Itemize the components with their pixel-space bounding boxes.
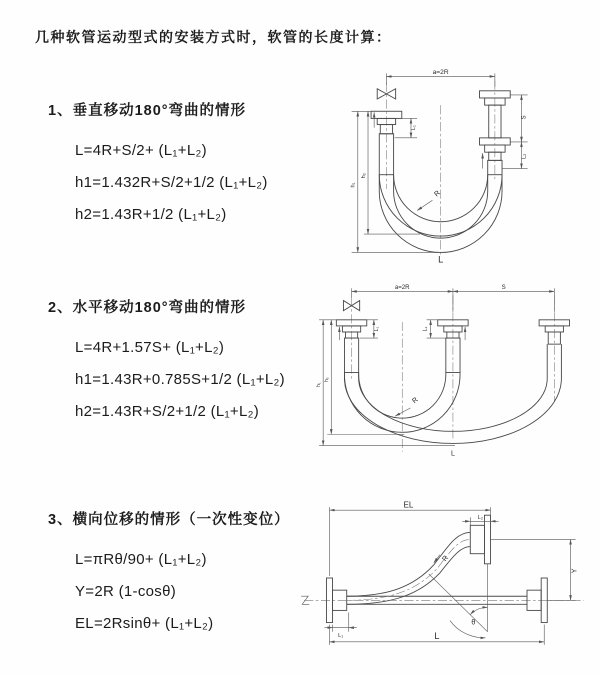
dim-label-l2: L₂ [477, 514, 484, 521]
dimension-a2r [386, 69, 494, 87]
displaced-hose [347, 515, 491, 604]
page-title: 几种软管运动型式的安装方式时，软管的长度计算： [35, 29, 392, 45]
dim-label-l1: L₁ [411, 125, 418, 131]
dimension-l2 [462, 515, 498, 526]
dim-label-h1: h₁ [350, 182, 357, 188]
movement-arrows [374, 112, 482, 168]
section-3 [48, 508, 328, 639]
dim-label-y: Y [570, 568, 579, 574]
dimension-l2 [423, 320, 446, 338]
radius-label: R [440, 554, 451, 564]
dim-label-a2r: a=2R [394, 283, 410, 291]
dimension-y [491, 540, 579, 601]
radius-callout [417, 189, 442, 211]
diagram-horizontal-180-bend [311, 281, 600, 459]
dim-label-l1: L₁ [373, 326, 380, 332]
formula-h2: h2=1.43R+1/2 (L₁+L₂) [75, 205, 227, 223]
dimension-l2 [502, 142, 528, 169]
formula-y: Y=2R (1-cosθ) [75, 582, 177, 600]
dim-label-a2r: a=2R [432, 68, 449, 76]
formula-l: L=4R+S/2+ (L₁+L₂) [75, 141, 207, 159]
dim-label-s: S [501, 283, 506, 291]
dim-label-h2: h₂ [324, 377, 331, 383]
formula-h1: h1=1.432R+S/2+1/2 (L₁+L₂) [75, 173, 268, 191]
section-1-heading: 1、垂直移动180°弯曲的情形 [48, 103, 247, 119]
dimension-s [510, 95, 527, 142]
diagram-lateral-displacement [296, 499, 600, 656]
formula-l: L=πRθ/90+ (L₁+L₂) [75, 550, 207, 568]
dim-label-el: EL [403, 500, 414, 510]
section-2-heading: 2、水平移动180°弯曲的情形 [48, 300, 247, 316]
dimension-el [329, 501, 490, 576]
dimension-s [453, 284, 554, 292]
section-3-heading: 3、横向位移的情形（一次性变位） [48, 512, 290, 528]
formula-el: EL=2Rsinθ+ (L₁+L₂) [75, 614, 214, 632]
upper-flange-hub [470, 525, 484, 553]
centerlines [386, 81, 494, 257]
formula-h2: h2=1.43R+S/2+1/2 (L₁+L₂) [75, 402, 260, 420]
upper-flange-plate [484, 515, 490, 564]
dimension-l1 [360, 320, 380, 338]
dim-label-l1: L₁ [338, 632, 344, 639]
radius-label: R [432, 188, 442, 199]
formula-h1: h1=1.43R+0.785S+1/2 (L₁+L₂) [75, 370, 285, 388]
dim-label-h2: h₂ [360, 173, 367, 179]
diagram-vertical-180-bend [323, 66, 589, 266]
section-2 [48, 296, 331, 427]
dimension-h1 [351, 111, 446, 252]
dim-label-l: L [434, 630, 440, 641]
section-1 [48, 99, 328, 230]
length-label: L [450, 449, 455, 458]
dimension-a2r [352, 284, 555, 312]
radius-callout [395, 396, 420, 416]
dimension-l [329, 625, 544, 645]
dim-label-l2: L₂ [422, 326, 429, 332]
dim-label-l2: L₂ [521, 153, 528, 159]
right-flange-pipe [539, 320, 569, 344]
length-label: L [438, 254, 444, 265]
dim-label-s: S [520, 115, 528, 120]
radius-label: R [410, 395, 420, 406]
dimension-h1 [316, 320, 455, 446]
dimension-l1 [395, 118, 418, 137]
formula-l: L=4R+1.57S+ (L₁+L₂) [75, 338, 225, 356]
angle-label: θ [471, 618, 476, 627]
dim-label-h1: h₁ [316, 382, 323, 387]
